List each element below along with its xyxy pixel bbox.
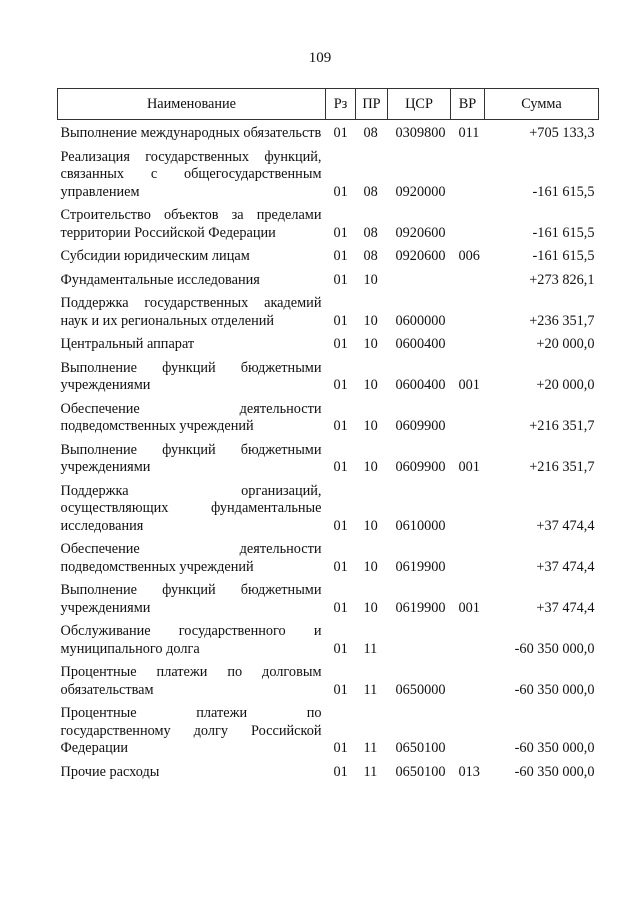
row-sum: -60 350 000,0 — [514, 740, 595, 756]
row-name: Процентные платежи по государственному долгу Российской Федерации — [60, 705, 322, 756]
row-sum: -60 350 000,0 — [514, 640, 595, 657]
row-pr: 11 — [363, 640, 378, 657]
row-pr: 11 — [363, 763, 378, 780]
row-csr: 0610000 — [395, 517, 446, 534]
row-name: Прочие расходы — [60, 763, 160, 780]
row-vr — [451, 700, 485, 759]
row-rz: 01 — [333, 336, 348, 352]
row-name: Обслуживание государственного и муниципального долга — [60, 623, 322, 657]
row-rz: 01 — [333, 763, 348, 780]
row-pr: 10 — [363, 517, 378, 534]
row-csr: 0609900 — [395, 459, 446, 475]
row-csr: 0619900 — [395, 599, 446, 616]
row-csr: 0619900 — [395, 558, 446, 575]
row-sum: +20 000,0 — [536, 377, 595, 393]
row-name: Обеспечение деятельности подведомственных учреждений — [60, 541, 322, 575]
table-row — [58, 700, 599, 759]
row-sum: -60 350 000,0 — [514, 681, 595, 698]
row-vr — [451, 290, 485, 331]
table-header-row — [58, 89, 599, 120]
row-rz: 01 — [333, 640, 348, 657]
row-name: Выполнение международных обязательств — [60, 125, 322, 141]
header-vr: ВР — [451, 89, 485, 120]
row-rz: 01 — [333, 224, 348, 241]
row-csr: 0650100 — [395, 740, 446, 756]
row-csr: 0650000 — [395, 681, 446, 698]
row-pr: 10 — [363, 336, 378, 352]
table-row — [58, 144, 599, 203]
row-sum: +705 133,3 — [529, 125, 595, 141]
row-name: Поддержка государственных академий наук и их региональных отделений — [60, 295, 322, 329]
row-rz: 01 — [333, 377, 348, 393]
header-pr: ПР — [356, 89, 388, 120]
row-csr: 0600400 — [395, 377, 446, 393]
row-vr — [451, 267, 485, 291]
table-row — [58, 290, 599, 331]
row-pr: 08 — [363, 183, 378, 200]
row-vr: 001 — [458, 377, 480, 393]
table-row — [58, 618, 599, 659]
row-pr: 10 — [363, 599, 378, 616]
row-sum: +216 351,7 — [529, 418, 595, 434]
row-sum: +216 351,7 — [529, 459, 595, 475]
row-pr: 10 — [363, 312, 378, 329]
row-rz: 01 — [333, 459, 348, 475]
table-row — [58, 243, 599, 267]
row-pr: 10 — [363, 271, 378, 288]
row-vr: 006 — [458, 248, 480, 264]
row-sum: +236 351,7 — [529, 312, 595, 329]
table-row — [58, 437, 599, 478]
table-row — [58, 267, 599, 291]
row-sum: +273 826,1 — [529, 271, 595, 288]
row-rz: 01 — [333, 312, 348, 329]
row-vr: 011 — [458, 125, 480, 141]
header-sum: Сумма — [485, 89, 599, 120]
row-pr: 10 — [363, 459, 378, 475]
row-sum: +37 474,4 — [536, 599, 595, 616]
row-vr: 001 — [458, 459, 480, 475]
row-pr: 10 — [363, 377, 378, 393]
row-pr: 11 — [363, 740, 378, 756]
row-sum: -161 615,5 — [532, 248, 595, 264]
row-vr — [451, 144, 485, 203]
row-pr: 08 — [363, 125, 378, 141]
row-name: Выполнение функций бюджетными учреждениями — [60, 441, 322, 475]
row-csr — [388, 618, 451, 659]
row-csr: 0600400 — [395, 336, 446, 352]
row-vr: 013 — [458, 763, 480, 780]
row-name: Строительство объектов за пределами территории Российской Федерации — [60, 207, 322, 241]
row-vr — [451, 659, 485, 700]
row-vr — [451, 396, 485, 437]
row-pr: 10 — [363, 418, 378, 434]
row-vr: 001 — [458, 599, 480, 616]
row-rz: 01 — [333, 517, 348, 534]
table-row — [58, 659, 599, 700]
row-vr — [451, 202, 485, 243]
table-row — [58, 202, 599, 243]
table-row — [58, 120, 599, 144]
row-name: Субсидии юридическим лицам — [60, 248, 250, 264]
row-vr — [451, 536, 485, 577]
row-pr: 11 — [363, 681, 378, 698]
header-csr: ЦСР — [388, 89, 451, 120]
table-row — [58, 331, 599, 355]
row-csr — [388, 267, 451, 291]
row-sum: -161 615,5 — [532, 224, 595, 241]
row-csr: 0650100 — [395, 763, 446, 780]
row-rz: 01 — [333, 183, 348, 200]
page-number: 109 — [308, 50, 332, 66]
row-rz: 01 — [333, 681, 348, 698]
row-pr: 10 — [363, 558, 378, 575]
row-pr: 08 — [363, 248, 378, 264]
table-row — [58, 759, 599, 783]
row-csr: 0920600 — [395, 248, 446, 264]
header-rz: Рз — [326, 89, 356, 120]
row-vr — [451, 478, 485, 537]
row-name: Выполнение функций бюджетными учреждениями — [60, 359, 322, 393]
row-vr — [451, 331, 485, 355]
row-rz: 01 — [333, 248, 348, 264]
row-rz: 01 — [333, 599, 348, 616]
table-row — [58, 536, 599, 577]
row-rz: 01 — [333, 740, 348, 756]
row-sum: +37 474,4 — [536, 517, 595, 534]
table-row — [58, 355, 599, 396]
row-name: Фундаментальные исследования — [60, 271, 260, 288]
row-name: Поддержка организаций, осуществляющих фундаментальные исследования — [60, 482, 322, 534]
row-pr: 08 — [363, 224, 378, 241]
row-rz: 01 — [333, 558, 348, 575]
table-row — [58, 478, 599, 537]
row-csr: 0609900 — [395, 418, 446, 434]
table-row — [58, 396, 599, 437]
row-rz: 01 — [333, 125, 348, 141]
row-csr: 0600000 — [395, 312, 446, 329]
row-vr — [451, 618, 485, 659]
row-rz: 01 — [333, 418, 348, 434]
budget-table — [57, 88, 599, 782]
row-csr: 0309800 — [395, 125, 446, 141]
header-name: Наименование — [58, 89, 326, 120]
row-rz: 01 — [333, 271, 348, 288]
row-csr: 0920600 — [395, 224, 446, 241]
row-sum: -60 350 000,0 — [514, 763, 595, 780]
row-name: Центральный аппарат — [60, 336, 195, 352]
table-row — [58, 577, 599, 618]
row-name: Обеспечение деятельности подведомственных учреждений — [60, 400, 322, 434]
row-csr: 0920000 — [395, 183, 446, 200]
row-sum: +20 000,0 — [536, 336, 595, 352]
row-name: Процентные платежи по долговым обязательствам — [60, 664, 322, 698]
row-sum: -161 615,5 — [532, 183, 595, 200]
row-name: Выполнение функций бюджетными учреждениями — [60, 582, 322, 616]
row-sum: +37 474,4 — [536, 558, 595, 575]
row-name: Реализация государственных функций, связанных с общегосударственным управлением — [60, 148, 322, 200]
